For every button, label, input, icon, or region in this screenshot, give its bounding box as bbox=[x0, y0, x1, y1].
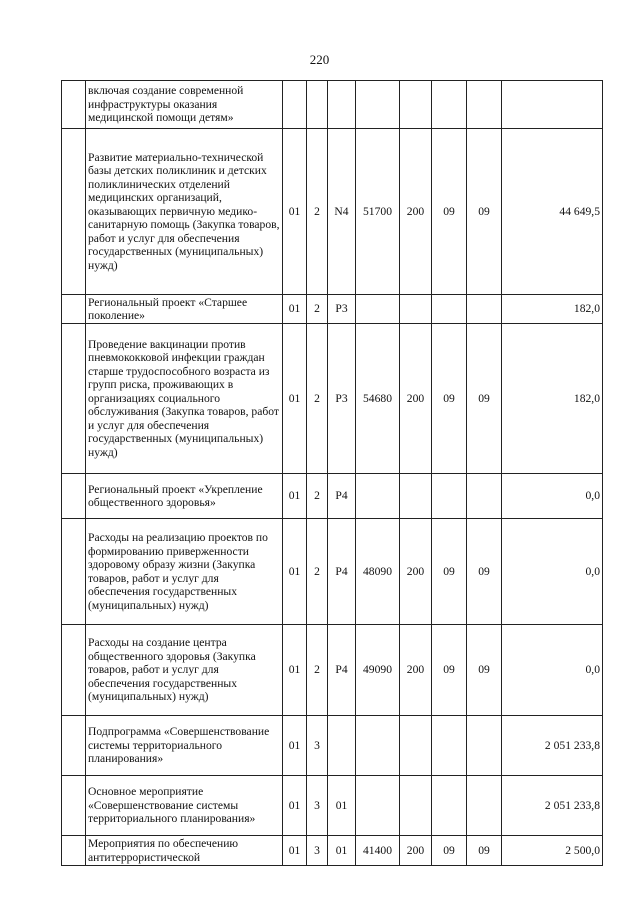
row-description: Проведение вакцинации против пневмококковой инфекции граждан старше трудоспособного возраста из групп риска, проживающих в организациях социального обслуживания (Закупка товаров, работ и услуг для обеспечения государственных (муниципальных) нужд) bbox=[86, 324, 283, 474]
subprogram-code: 2 bbox=[307, 129, 328, 295]
measure-code bbox=[328, 716, 356, 776]
row-description: Развитие материально-технической базы детских поликлиник и детских поликлинических отделений медицинских организаций, оказывающих первичную медико-санитарную помощь (Закупка товаров, работ и услуг для обеспечения государственных (муниципальных) нужд) bbox=[86, 129, 283, 295]
subprogram-code: 3 bbox=[307, 836, 328, 866]
budget-table bbox=[61, 80, 603, 866]
section-code bbox=[432, 776, 467, 836]
table-row bbox=[62, 716, 603, 776]
row-description: Региональный проект «Укрепление общественного здоровья» bbox=[86, 474, 283, 519]
measure-code: P4 bbox=[328, 519, 356, 625]
subsection-code: 09 bbox=[467, 625, 502, 716]
table-row bbox=[62, 474, 603, 519]
section-code bbox=[432, 474, 467, 519]
subprogram-code: 3 bbox=[307, 716, 328, 776]
subprogram-code: 2 bbox=[307, 625, 328, 716]
amount: 182,0 bbox=[502, 295, 603, 324]
measure-code: P3 bbox=[328, 295, 356, 324]
expense-type-code bbox=[400, 295, 432, 324]
table-row bbox=[62, 81, 603, 129]
expense-direction-code: 48090 bbox=[356, 519, 400, 625]
subprogram-code: 2 bbox=[307, 324, 328, 474]
section-code: 09 bbox=[432, 625, 467, 716]
expense-type-code: 200 bbox=[400, 836, 432, 866]
program-code: 01 bbox=[283, 716, 307, 776]
expense-type-code: 200 bbox=[400, 519, 432, 625]
subsection-code bbox=[467, 81, 502, 129]
expense-type-code bbox=[400, 716, 432, 776]
expense-direction-code bbox=[356, 474, 400, 519]
amount: 182,0 bbox=[502, 324, 603, 474]
row-description: Региональный проект «Старшее поколение» bbox=[86, 295, 283, 324]
expense-direction-code bbox=[356, 776, 400, 836]
section-code: 09 bbox=[432, 519, 467, 625]
section-code bbox=[432, 716, 467, 776]
expense-type-code bbox=[400, 776, 432, 836]
measure-code: 01 bbox=[328, 836, 356, 866]
row-description: включая создание современной инфраструктуры оказания медицинской помощи детям» bbox=[86, 81, 283, 129]
subprogram-code bbox=[307, 81, 328, 129]
measure-code: P3 bbox=[328, 324, 356, 474]
subprogram-code: 2 bbox=[307, 519, 328, 625]
measure-code bbox=[328, 81, 356, 129]
subsection-code bbox=[467, 295, 502, 324]
subsection-code bbox=[467, 776, 502, 836]
measure-code: N4 bbox=[328, 129, 356, 295]
amount: 0,0 bbox=[502, 625, 603, 716]
amount: 44 649,5 bbox=[502, 129, 603, 295]
program-code bbox=[283, 81, 307, 129]
program-code: 01 bbox=[283, 519, 307, 625]
section-code: 09 bbox=[432, 324, 467, 474]
expense-direction-code bbox=[356, 295, 400, 324]
expense-direction-code: 54680 bbox=[356, 324, 400, 474]
expense-type-code bbox=[400, 81, 432, 129]
subsection-code: 09 bbox=[467, 324, 502, 474]
section-code bbox=[432, 295, 467, 324]
program-code: 01 bbox=[283, 625, 307, 716]
subsection-code: 09 bbox=[467, 519, 502, 625]
measure-code: P4 bbox=[328, 625, 356, 716]
table-row bbox=[62, 295, 603, 324]
row-description: Расходы на реализацию проектов по формированию приверженности здоровому образу жизни (Закупка товаров, работ и услуг для обеспечения государственных (муниципальных) нужд) bbox=[86, 519, 283, 625]
table-row bbox=[62, 324, 603, 474]
subsection-code: 09 bbox=[467, 836, 502, 866]
program-code: 01 bbox=[283, 776, 307, 836]
table-row bbox=[62, 519, 603, 625]
table-row bbox=[62, 836, 603, 866]
expense-direction-code: 41400 bbox=[356, 836, 400, 866]
amount: 2 500,0 bbox=[502, 836, 603, 866]
expense-type-code: 200 bbox=[400, 324, 432, 474]
subprogram-code: 2 bbox=[307, 295, 328, 324]
amount: 0,0 bbox=[502, 474, 603, 519]
measure-code: P4 bbox=[328, 474, 356, 519]
amount: 0,0 bbox=[502, 519, 603, 625]
table-row bbox=[62, 776, 603, 836]
expense-type-code bbox=[400, 474, 432, 519]
table-row bbox=[62, 129, 603, 295]
section-code bbox=[432, 81, 467, 129]
row-description: Подпрограмма «Совершенствование системы территориального планирования» bbox=[86, 716, 283, 776]
measure-code: 01 bbox=[328, 776, 356, 836]
table-row bbox=[62, 625, 603, 716]
expense-type-code: 200 bbox=[400, 129, 432, 295]
program-code: 01 bbox=[283, 129, 307, 295]
subprogram-code: 3 bbox=[307, 776, 328, 836]
expense-direction-code bbox=[356, 716, 400, 776]
section-code: 09 bbox=[432, 129, 467, 295]
row-description: Основное мероприятие «Совершенствование системы территориального планирования» bbox=[86, 776, 283, 836]
program-code: 01 bbox=[283, 295, 307, 324]
expense-direction-code: 51700 bbox=[356, 129, 400, 295]
subsection-code bbox=[467, 716, 502, 776]
row-description: Расходы на создание центра общественного здоровья (Закупка товаров, работ и услуг для обеспечения государственных (муниципальных) нужд) bbox=[86, 625, 283, 716]
subprogram-code: 2 bbox=[307, 474, 328, 519]
subsection-code bbox=[467, 474, 502, 519]
program-code: 01 bbox=[283, 474, 307, 519]
section-code: 09 bbox=[432, 836, 467, 866]
amount: 2 051 233,8 bbox=[502, 716, 603, 776]
amount bbox=[502, 81, 603, 129]
program-code: 01 bbox=[283, 324, 307, 474]
expense-type-code: 200 bbox=[400, 625, 432, 716]
subsection-code: 09 bbox=[467, 129, 502, 295]
expense-direction-code bbox=[356, 81, 400, 129]
amount: 2 051 233,8 bbox=[502, 776, 603, 836]
page-number: 220 bbox=[309, 52, 330, 67]
row-description: Мероприятия по обеспечению антитеррористической bbox=[86, 836, 283, 866]
expense-direction-code: 49090 bbox=[356, 625, 400, 716]
program-code: 01 bbox=[283, 836, 307, 866]
